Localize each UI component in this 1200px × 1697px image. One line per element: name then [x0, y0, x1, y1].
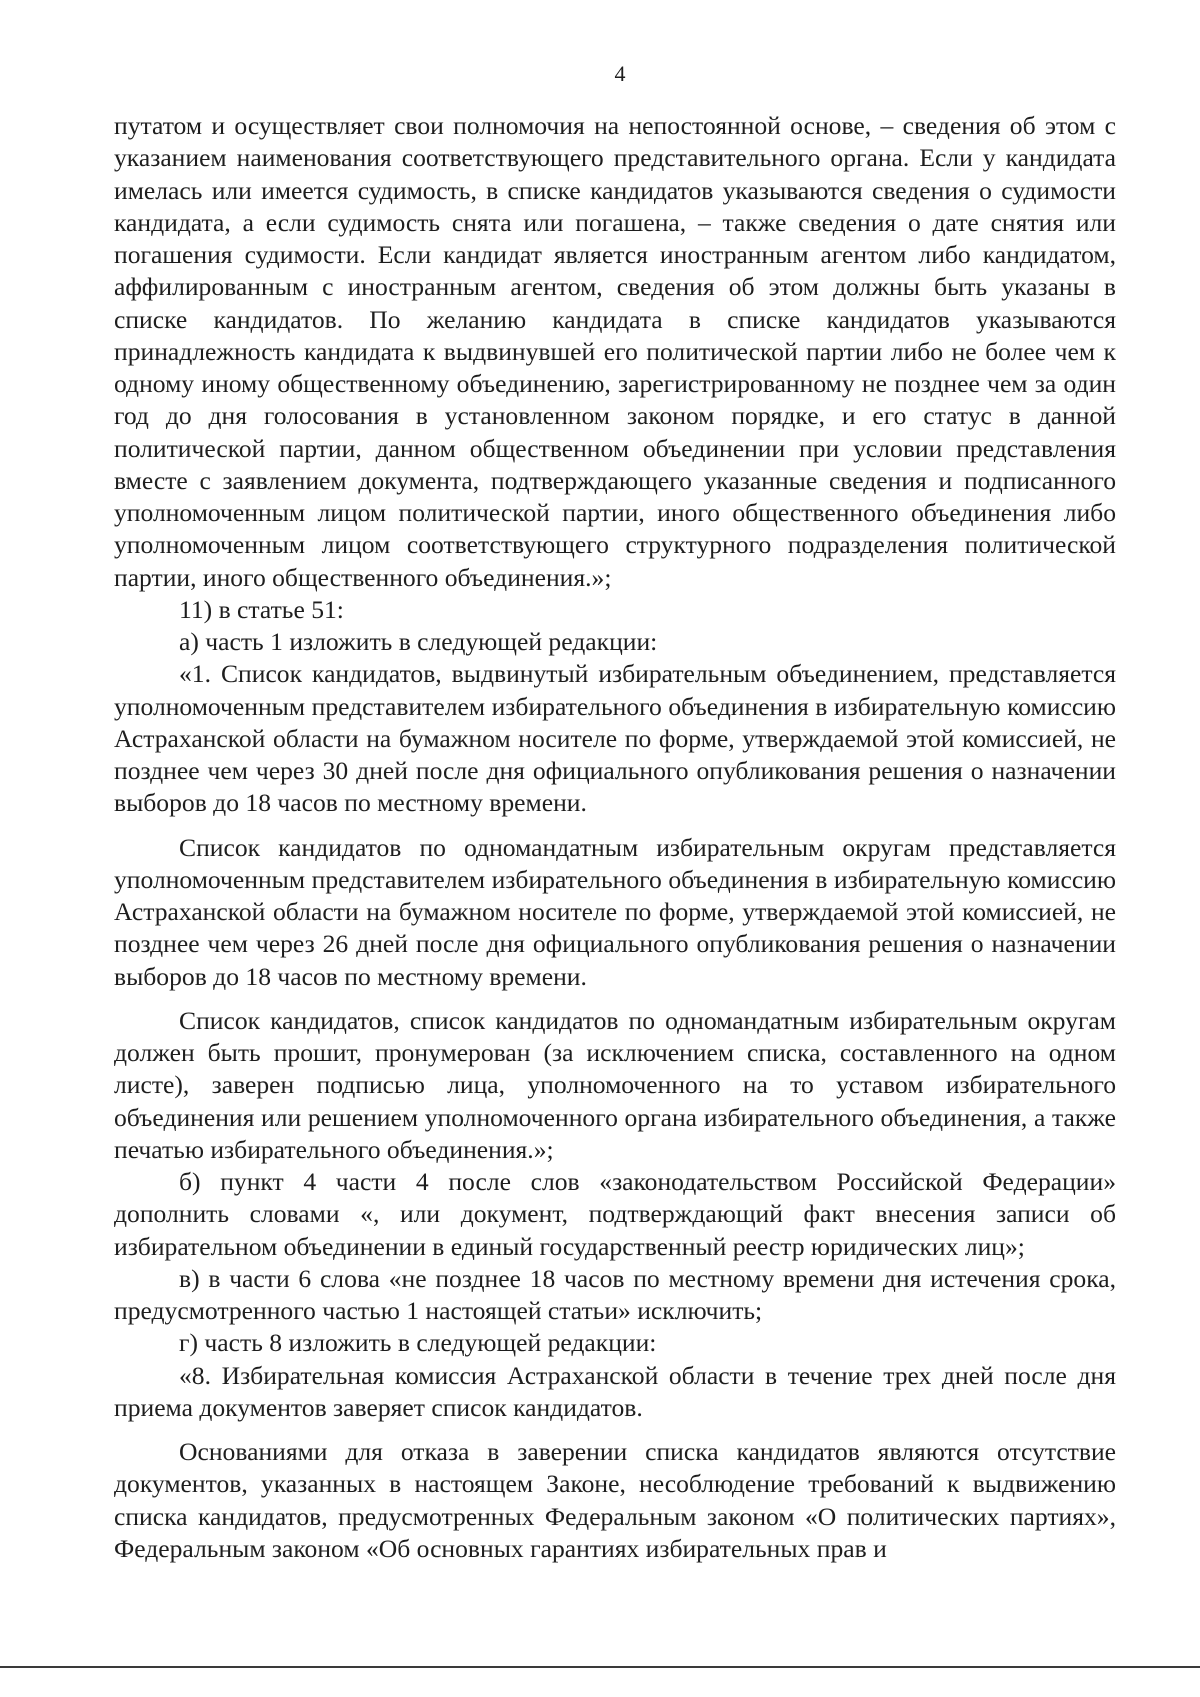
paragraph-refusal-grounds: Основаниями для отказа в заверении списка кандидатов являются отсутствие документов, указанных в настоящем Законе, несоблюдение требований к выдвижению списка кандидатов, предусмотренных Федеральным законом «О политических партиях», Федеральным законом «Об основных гарантиях избирательных прав и — [114, 1437, 1116, 1563]
paragraph-part-1-quote: «1. Список кандидатов, выдвинутый избирательным объединением, представляется уполномоченным представителем избирательного объединения в избирательную комиссию Астраханской области на бумажном носителе по форме, утверждаемой этой комиссией, не позднее чем через 30 дней после дня официального опубликования решения о назначении выборов до 18 часов по местному времени. — [114, 659, 1116, 818]
paragraph-single-mandate-list: Список кандидатов по одномандатным избирательным округам представляется уполномоченным представителем избирательного объединения в избирательную комиссию Астраханской области на бумажном носителе по форме, утверждаемой этой комиссией, не позднее чем через 26 дней после дня официального опубликования решения о назначении выборов до 18 часов по местному времени. — [114, 832, 1116, 991]
document-body — [114, 110, 1116, 1565]
paragraph-item-g: г) часть 8 изложить в следующей редакции: — [179, 1328, 657, 1358]
paragraph-continued: путатом и осуществляет свои полномочия на непостоянной основе, – сведения об этом с указанием наименования соответствующего представительного органа. Если у кандидата имелась или имеется судимость, в списке кандидатов указываются сведения о судимости кандидата, а если судимость снята или погашена, – также сведения о дате снятия или погашения судимости. Если кандидат является иностранным агентом либо кандидатом, аффилированным с иностранным агентом, сведения об этом должны быть указаны в списке кандидатов. По желанию кандидата в списке кандидатов указываются принадлежность кандидата к выдвинувшей его политической партии либо не более чем к одному иному общественному объединению, зарегистрированному не позднее чем за один год до дня голосования в установленном законом порядке, и его статус в данной политической партии, данном общественном объединении при условии представления вместе с заявлением документа, подтверждающего указанные сведения и подписанного уполномоченным лицом политической партии, иного общественного объединения либо уполномоченным лицом соответствующего структурного подразделения политической партии, иного общественного объединения.»; — [114, 111, 1116, 592]
paragraph-item-v: в) в части 6 слова «не позднее 18 часов по местному времени дня истечения срока, предусмотренного частью 1 настоящей статьи» исключить; — [114, 1263, 1116, 1325]
paragraph-list-binding: Список кандидатов, список кандидатов по одномандатным избирательным округам должен быть прошит, пронумерован (за исключением списка, составленного на одном листе), заверен подписью лица, уполномоченного на то уставом избирательного объединения или решением уполномоченного органа избирательного объединения, а также печатью избирательного объединения.»; — [114, 1005, 1116, 1164]
paragraph-item-b: б) пункт 4 части 4 после слов «законодательством Российской Федерации» дополнить словами «, или документ, подтверждающий факт внесения записи об избирательном объединении в единый государственный реестр юридических лиц»; — [114, 1167, 1116, 1261]
paragraph-article-51: 11) в статье 51: — [179, 594, 344, 624]
paragraph-part-8-quote: «8. Избирательная комиссия Астраханской области в течение трех дней после дня приема документов заверяет список кандидатов. — [114, 1360, 1116, 1422]
page-bottom-rule — [0, 1666, 1200, 1668]
page-number: 4 — [614, 61, 626, 86]
paragraph-item-a: а) часть 1 изложить в следующей редакции: — [179, 627, 658, 656]
